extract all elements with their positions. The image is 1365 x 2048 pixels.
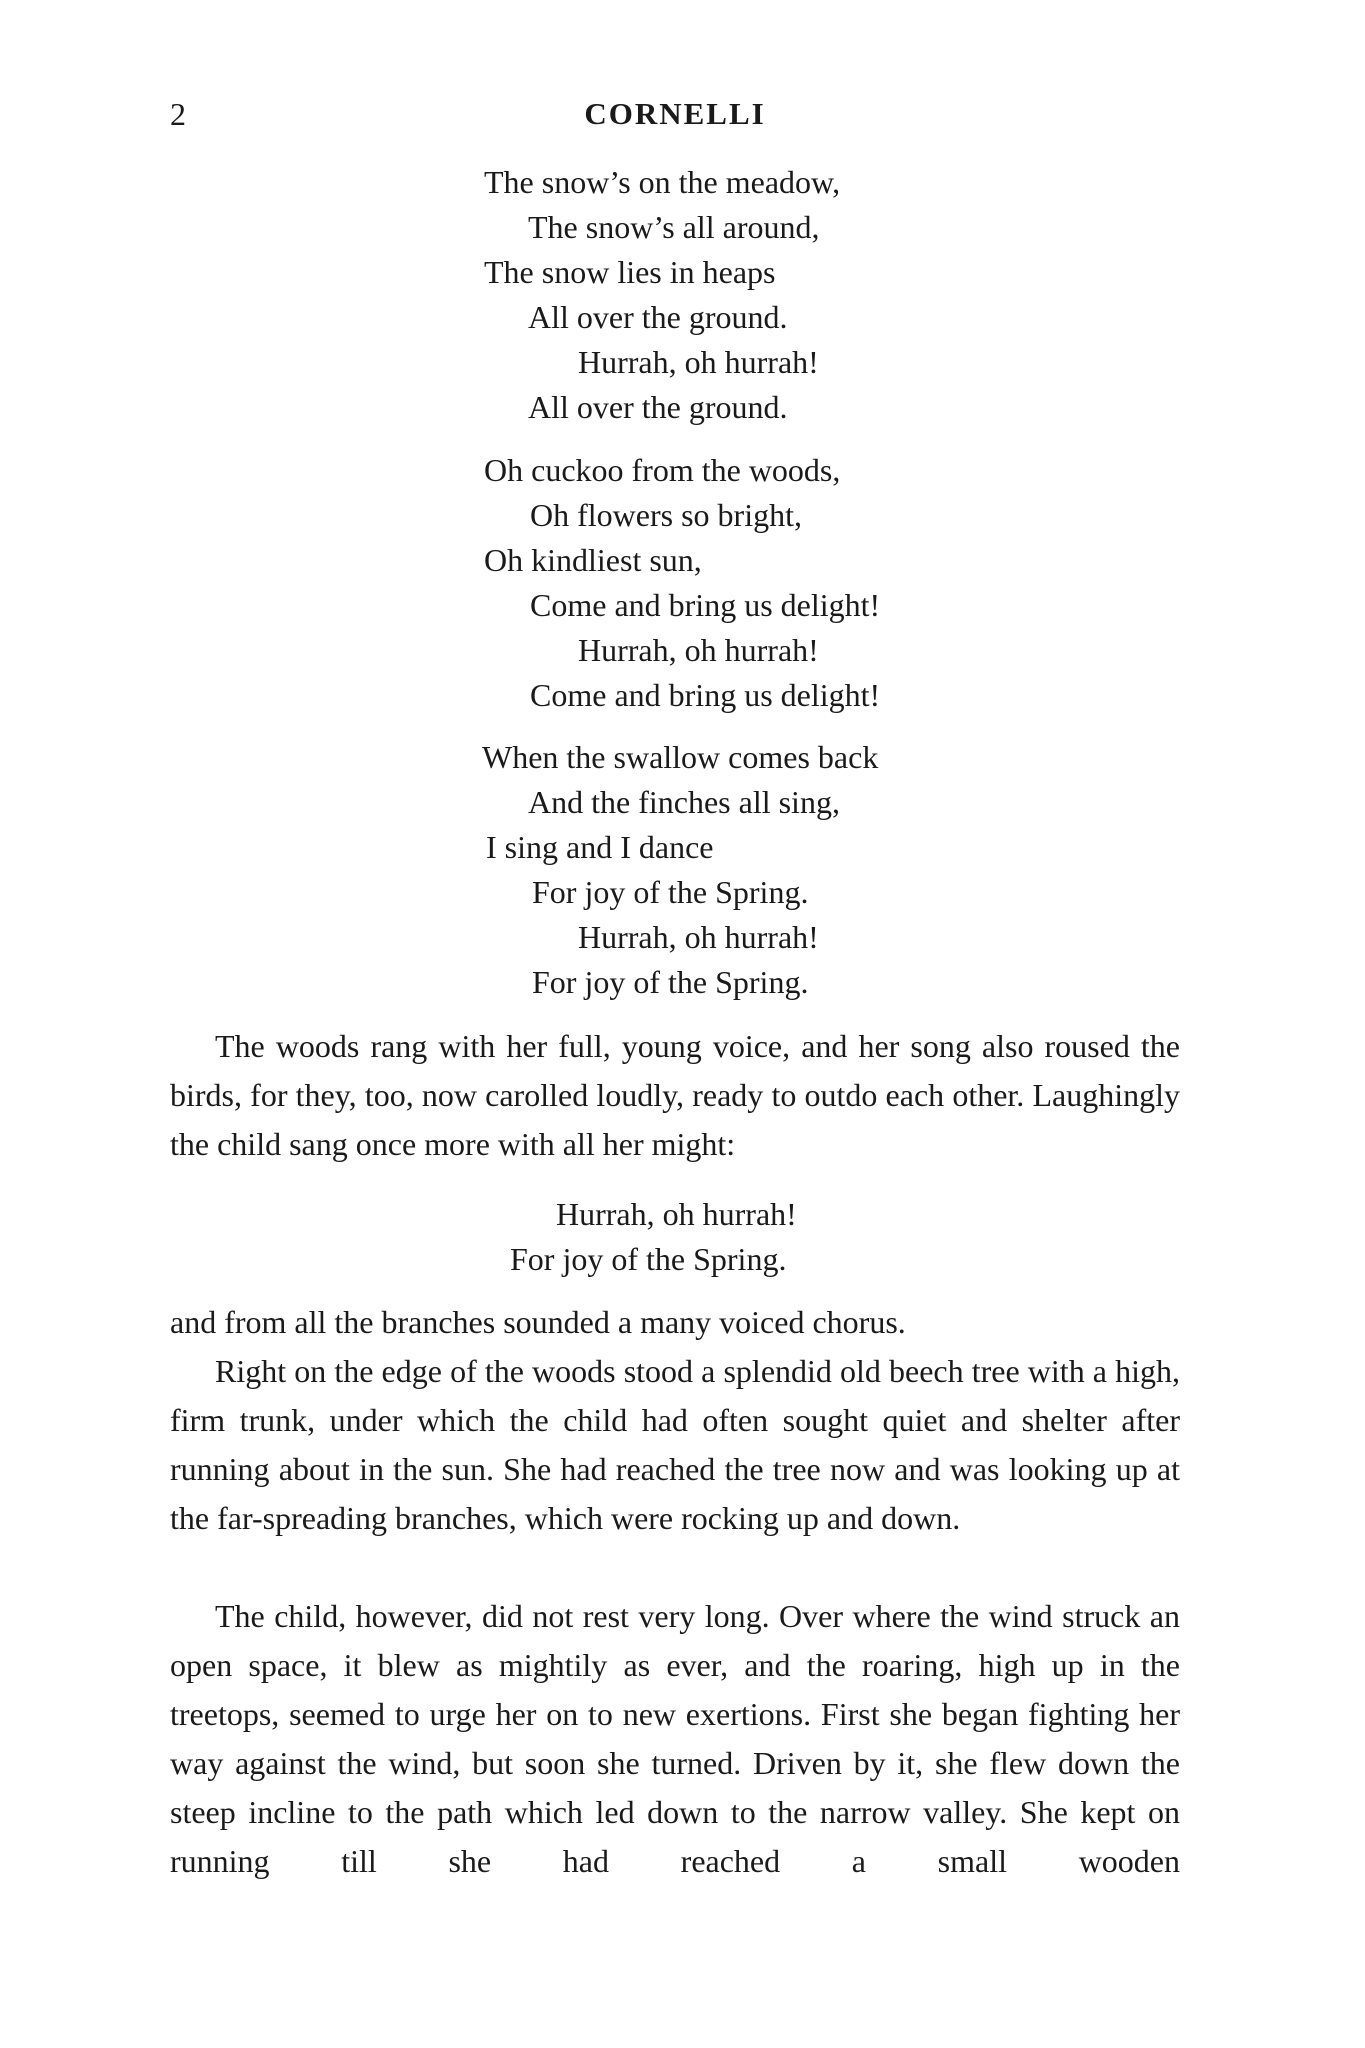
- verse-line: And the finches all sing,: [528, 784, 840, 820]
- verse-line: All over the ground.: [528, 299, 788, 335]
- verse-line: Oh kindliest sun,: [484, 542, 702, 578]
- paragraph-text: The woods rang with her full, young voice, and her song also roused the birds, for they, too, now carolled loudly, ready to outdo each other. Laughingly the child sang once more with all her might:: [170, 1028, 1180, 1162]
- verse-line: The snow’s all around,: [528, 209, 820, 245]
- page-number: 2: [170, 96, 186, 132]
- verse-line: Hurrah, oh hurrah!: [578, 632, 819, 668]
- paragraph-2: [170, 1298, 1180, 1347]
- verse-line: For joy of the Spring.: [532, 874, 809, 910]
- page-header: [170, 92, 1180, 136]
- paragraph-4: [170, 1592, 1180, 1886]
- verse-line: Oh cuckoo from the woods,: [484, 452, 841, 488]
- verse-line: The snow’s on the meadow,: [484, 164, 841, 200]
- verse-line: Hurrah, oh hurrah!: [578, 919, 819, 955]
- verse-line: Come and bring us delight!: [530, 587, 881, 623]
- verse-line: For joy of the Spring.: [532, 964, 809, 1000]
- paragraph-text: Right on the edge of the woods stood a splendid old beech tree with a high, firm trunk, under which the child had often sought quiet and shelter after running about in the sun. She had reached the tree now and was looking up at the far-spreading branches, which were rocking up and down.: [170, 1353, 1180, 1536]
- verse-line: When the swallow comes back: [482, 739, 879, 775]
- verse-line: Oh flowers so bright,: [530, 497, 802, 533]
- running-head: CORNELLI: [584, 96, 766, 131]
- paragraph-1: [170, 1022, 1180, 1169]
- paragraph-3: [170, 1347, 1180, 1543]
- verse-line: All over the ground.: [528, 389, 788, 425]
- verse-line: Hurrah, oh hurrah!: [578, 344, 819, 380]
- verse-line: Come and bring us delight!: [530, 677, 881, 713]
- verse-line: The snow lies in heaps: [484, 254, 776, 290]
- verse-line: I sing and I dance: [486, 829, 714, 865]
- paragraph-text: and from all the branches sounded a many voiced chorus.: [170, 1304, 906, 1340]
- verse-line: For joy of the Spring.: [510, 1241, 787, 1277]
- verse-line: Hurrah, oh hurrah!: [556, 1196, 797, 1232]
- paragraph-text: The child, however, did not rest very long. Over where the wind struck an open space, it blew as mightily as ever, and the roaring, high up in the treetops, seemed to urge her on to new exertions. First she began fighting her way against the wind, but soon she turned. Driven by it, she flew down the steep incline to the path which led down to the narrow valley. She kept on running till she had reached a small wooden: [170, 1598, 1180, 1879]
